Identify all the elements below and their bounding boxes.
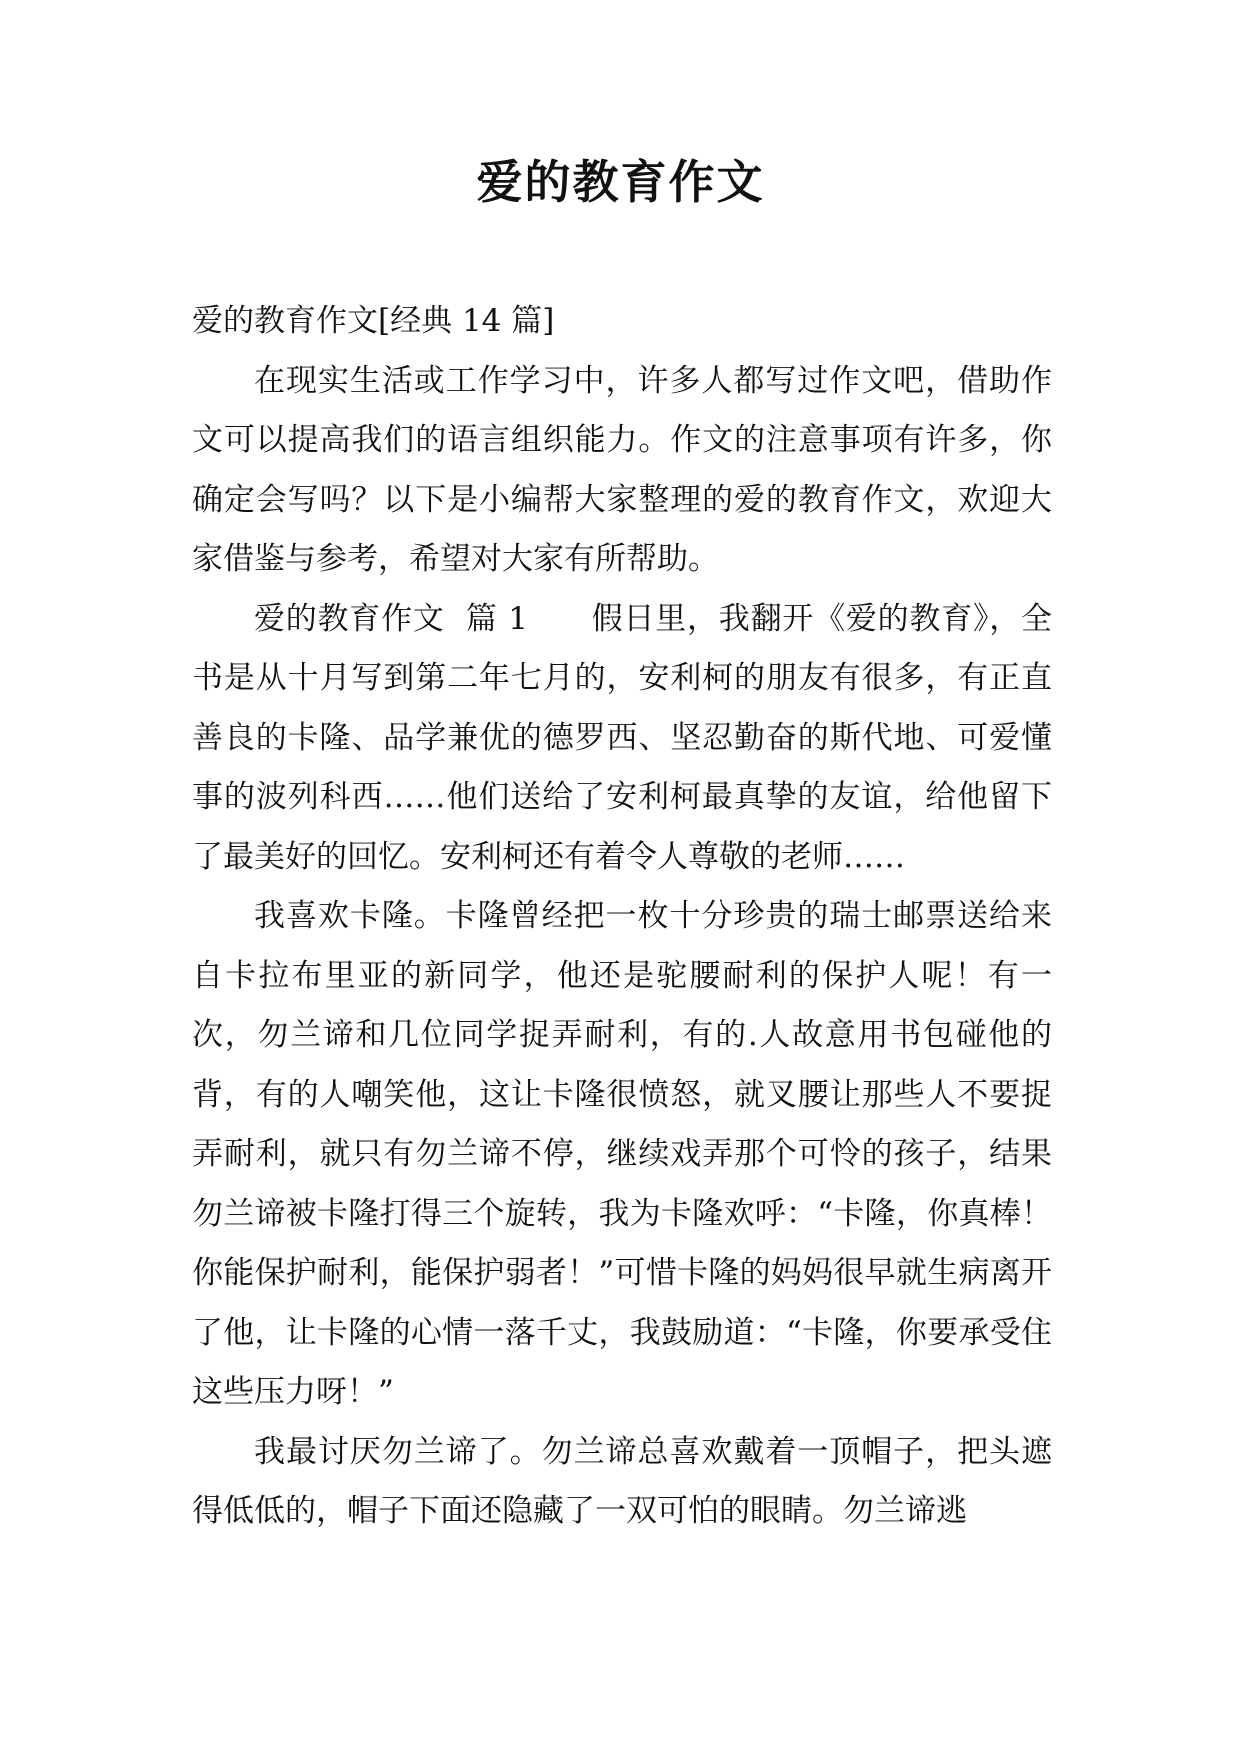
- section-1-heading: 爱的教育作文 篇 1: [254, 600, 528, 637]
- document-title: 爱的教育作文: [476, 155, 765, 209]
- document-subtitle: 爱的教育作文[经典 14 篇]: [192, 303, 555, 339]
- kalong-paragraph: 我喜欢卡隆。卡隆曾经把一枚十分珍贵的瑞士邮票送给来自卡拉布里亚的新同学，他还是驼腰耐利的保护人呢！有一次，勿兰谛和几位同学捉弄耐利，有的.人故意用书包碰他的背，有的人嘲笑他，这让卡隆很愤怒，就叉腰让那些人不要捉弄耐利，就只有勿兰谛不停，继续戏弄那个可怜的孩子，结果勿兰谛被卡隆打得三个旋转，我为卡隆欢呼：“卡隆，你真棒！你能保护耐利，能保护弱者！”可惜卡隆的妈妈很早就生病离开了他，让卡隆的心情一落千丈，我鼓励道：“卡隆，你要承受住这些压力呀！”: [192, 898, 1052, 1410]
- document-body: [192, 292, 1052, 1542]
- section-1-text: 假日里，我翻开《爱的教育》，全书是从十月写到第二年七月的，安利柯的朋友有很多，有正直善良的卡隆、品学兼优的德罗西、坚忍勤奋的斯代地、可爱懂事的波列科西……他们送给了安利柯最真挚的友谊，给他留下了最美好的回忆。安利柯还有着令人尊敬的老师……: [192, 600, 1053, 875]
- section-1-paragraph: [192, 590, 1052, 888]
- intro-paragraph: 在现实生活或工作学习中，许多人都写过作文吧，借助作文可以提高我们的语言组织能力。作文的注意事项有许多，你确定会写吗？以下是小编帮大家整理的爱的教育作文，欢迎大家借鉴与参考，希望对大家有所帮助。: [192, 362, 1052, 577]
- wulandi-paragraph: 我最讨厌勿兰谛了。勿兰谛总喜欢戴着一顶帽子，把头遮得低低的，帽子下面还隐藏了一双可怕的眼睛。勿兰谛逃: [192, 1433, 1052, 1529]
